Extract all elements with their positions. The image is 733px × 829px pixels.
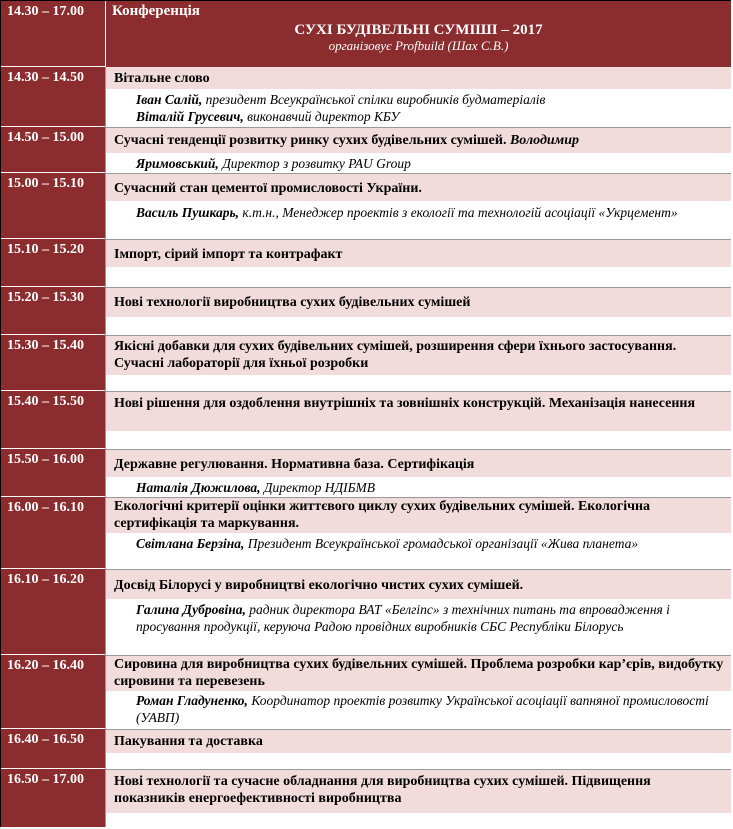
blank-row [105, 813, 731, 827]
session-time: 16.00 – 16.10 [1, 497, 105, 569]
session-time: 14.30 – 14.50 [1, 67, 105, 127]
session-topic: Нові технології та сучасне обладнання для виробництва сухих сумішей. Підвищення показників енергоефективності виробництва [105, 769, 731, 813]
row-divider [105, 729, 731, 730]
session-time: 15.40 – 15.50 [1, 391, 105, 449]
session-topic: Сучасний стан цементої промисловості України. [105, 173, 731, 201]
session-time: 15.30 – 15.40 [1, 335, 105, 391]
session-speaker [105, 89, 731, 108]
row-divider [105, 239, 731, 240]
row-divider [105, 335, 731, 336]
speaker-role: Директор з розвитку PAU Group [218, 156, 411, 171]
row-divider [105, 769, 731, 770]
speaker-name: Віталій Грусевич, [136, 109, 244, 124]
session-time: 16.10 – 16.20 [1, 569, 105, 655]
session-time: 16.20 – 16.40 [1, 655, 105, 729]
session-speaker [105, 477, 731, 497]
row-divider [105, 497, 731, 498]
speaker-role: радник директора ВАТ «Белгіпс» з технічних питань та впровадження і просування продукції, керуюча Радою провідних виробників СБС Республіки Білорусь [136, 602, 670, 634]
speaker-name: Світлана Берзіна, [136, 536, 245, 551]
blank-row [105, 317, 731, 335]
conference-time: 14.30 – 17.00 [1, 1, 105, 67]
session-topic: Імпорт, сірий імпорт та контрафакт [105, 239, 731, 267]
session-time: 15.00 – 15.10 [1, 173, 105, 239]
speaker-role: Директор НДІБМВ [260, 480, 376, 495]
speaker-name: Яримовський, [136, 156, 219, 171]
speaker-name: Василь Пушкарь, [136, 205, 240, 220]
session-time: 15.20 – 15.30 [1, 287, 105, 335]
session-topic: Нові рішення для оздоблення внутрішніх та зовнішніх конструкцій. Механізація нанесення [105, 391, 731, 431]
conference-title: СУХІ БУДІВЕЛЬНІ СУМІШІ – 2017 [294, 22, 543, 38]
session-topic: Сировина для виробництва сухих будівельних сумішей. Проблема розробки кар’єрів, видобутку сировини та перевезень [105, 655, 731, 691]
session-time: 15.10 – 15.20 [1, 239, 105, 287]
blank-row [105, 431, 731, 449]
row-divider [105, 449, 731, 450]
session-topic: Якісні добавки для сухих будівельних сумішей, розширення сфери їхнього застосування. Сучасні лабораторії для їхньої розробки [105, 335, 731, 375]
session-topic: Нові технології виробництва сухих будівельних сумішей [105, 287, 731, 317]
row-divider [105, 287, 731, 288]
conference-organizer: організовує Profbuild (Шах С.В.) [328, 38, 509, 53]
session-topic: Пакування та доставка [105, 729, 731, 753]
session-time: 16.40 – 16.50 [1, 729, 105, 769]
session-speaker [105, 691, 731, 729]
row-divider [105, 127, 731, 128]
session-speaker [105, 153, 731, 173]
row-divider [105, 391, 731, 392]
speaker-name: Наталія Дюжилова, [136, 480, 261, 495]
session-time: 14.50 – 15.00 [1, 127, 105, 173]
speaker-role: виконавчий директор КБУ [243, 109, 400, 124]
session-speaker [105, 599, 731, 655]
session-topic [105, 127, 731, 153]
row-divider [105, 569, 731, 570]
speaker-role: президент Всеукраїнської спілки виробників будматеріалів [202, 92, 546, 107]
session-topic: Вітальне слово [105, 67, 731, 89]
conference-label: Конференція [112, 3, 200, 19]
speaker-role: Президент Всеукраїнської громадської організації «Жива планета» [244, 536, 639, 551]
blank-row [105, 267, 731, 287]
session-topic: Екологічні критерії оцінки життєвого циклу сухих будівельних сумішей. Екологічна сертифікація та маркування. [105, 497, 731, 533]
speaker-name: Іван Салій, [136, 92, 203, 107]
session-speaker [105, 201, 731, 239]
blank-row [105, 375, 731, 391]
speaker-name: Роман Гладуненко, [136, 693, 248, 708]
session-time: 16.50 – 17.00 [1, 769, 105, 827]
blank-row [105, 753, 731, 769]
session-topic: Державне регулювання. Нормативна база. Сертифікація [105, 449, 731, 477]
topic-text: Сучасні тенденції розвитку ринку сухих будівельних сумішей. [114, 133, 507, 148]
session-speaker [105, 108, 731, 127]
row-divider [105, 173, 731, 174]
row-divider [105, 655, 731, 656]
speaker-role: к.т.н., Менеджер проектів з екології та технологій асоціації «Укрцемент» [239, 205, 678, 220]
speaker-role: Координатор проектів розвитку Української асоціації вапняної промисловості (УАВП) [136, 693, 709, 725]
session-speaker [105, 533, 731, 569]
session-topic: Досвід Білорусі у виробництві екологічно чистих сухих сумішей. [105, 569, 731, 599]
conference-header [105, 1, 731, 67]
topic-tail: Володимир [506, 133, 580, 148]
speaker-name: Галина Дубровіна, [136, 602, 246, 617]
session-time: 15.50 – 16.00 [1, 449, 105, 497]
